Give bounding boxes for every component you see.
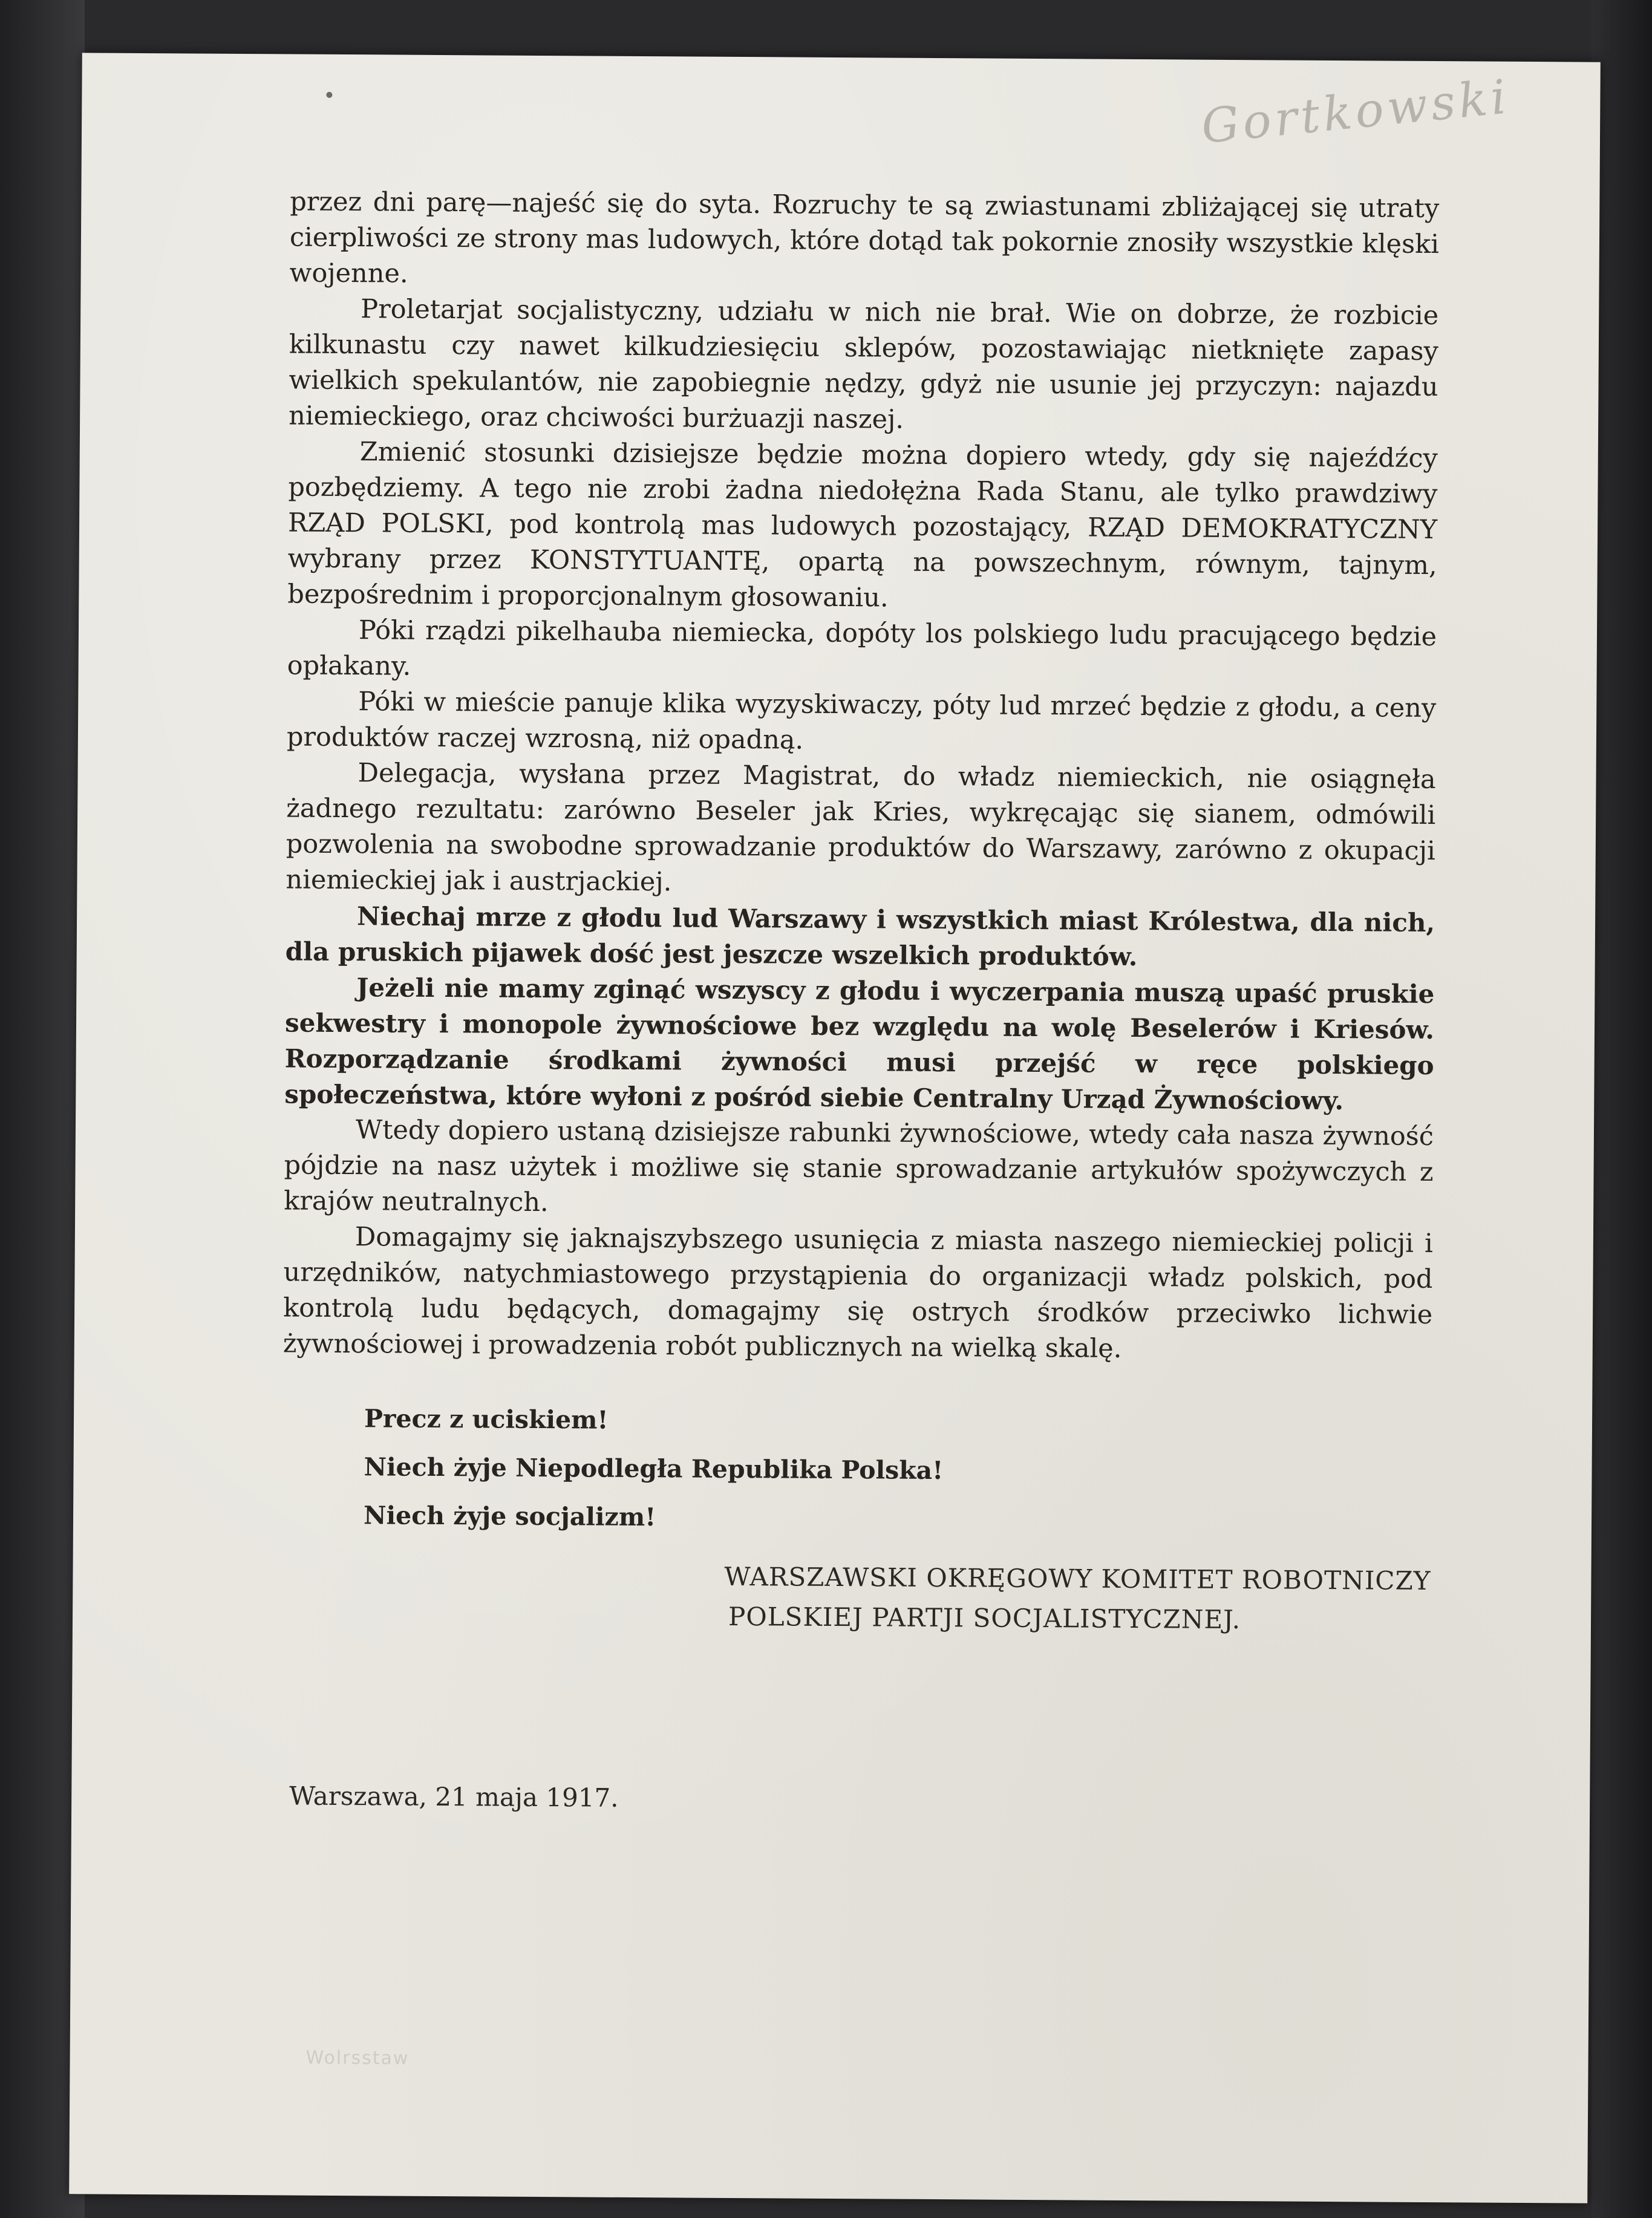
closing-paragraph: Domagajmy się jaknajszybszego usunięcia z miasta naszego niemieckiej policji i urzędników, natychmiastowego przystąpienia do organizacji władz polskich, pod kontrolą ludu będących, domagajmy się ostrych środków przeciwko lichwie żywnościowej i prowadzenia robót publicznych na wielką skalę.: [282, 1222, 1434, 1364]
signature-line: POLSKIEJ PARTJI SOCJALISTYCZNEJ.: [728, 1601, 1241, 1635]
leaflet-sheet: [69, 53, 1601, 2203]
signature-line: WARSZAWSKI OKRĘGOWY KOMITET ROBOTNICZY: [724, 1561, 1431, 1596]
ink-dot: [326, 92, 332, 98]
body-paragraph: Zmienić stosunki dzisiejsze będzie można dopiero wtedy, gdy się najeźdźcy pozbędziemy. A tego nie zrobi żadna niedołężna Rada Stanu, ale tylko prawdziwy RZĄD POLSKI, pod kontrolą mas ludowych pozostający, RZĄD DEMOKRATYCZNY wybrany przez KONSTYTUANTĘ, opartą na powszechnym, równym, tajnym, bezpośrednim i proporcjonalnym głosowaniu.: [287, 437, 1438, 613]
bold-paragraph: Niechaj mrze z głodu lud Warszawy i wszystkich miast Królestwa, dla nich, dla pruskich pijawek dość jest jeszcze wszelkich produktów.: [285, 901, 1435, 972]
slogan: Precz z uciskiem!: [364, 1404, 609, 1435]
slogans: [364, 1394, 944, 1543]
backdrop-right: [1592, 0, 1652, 2218]
body-paragraph: Póki w mieście panuje klika wyzyskiwaczy, póty lud mrzeć będzie z głodu, a ceny produktów raczej wzrosną, niż opadną.: [286, 687, 1437, 755]
slogan: Niech żyje Niepodległa Republika Polska!: [364, 1452, 944, 1486]
body-paragraph: Proletarjat socjalistyczny, udziału w nich nie brał. Wie on dobrze, że rozbicie kilkunastu czy nawet kilkudziesięciu sklepów, pozostawiając nietknięte zapasy wielkich spekulantów, nie zapobiegnie nędzy, gdyż nie usunie jej przyczyn: najazdu niemieckiego, oraz chciwości burżuazji naszej.: [289, 294, 1439, 435]
body-paragraph: Delegacja, wysłana przez Magistrat, do władz niemieckich, nie osiągnęła żadnego rezultatu: zarówno Beseler jak Kries, wykręcając się sianem, odmówili pozwolenia na swobodne sprowadzanie produktów do Warszawy, zarówno z okupacji niemieckiej jak i austrjackiej.: [286, 758, 1436, 898]
body-paragraph: przez dni parę—najeść się do syta. Rozruchy te są zwiastunami zbliżającej się utraty cierpliwości ze strony mas ludowych, które dotąd tak pokornie znosiły wszystkie klęski wojenne.: [289, 186, 1440, 289]
faint-stamp: Wolrsstaw: [305, 2047, 410, 2069]
pencil-annotation: Gortkowski: [1199, 70, 1512, 155]
signature-block: [538, 1556, 1431, 1641]
slogan: Niech żyje socjalizm!: [363, 1501, 656, 1532]
body-paragraph: Póki rządzi pikelhauba niemiecka, dopóty los polskiego ludu pracującego będzie opłakany.: [287, 615, 1437, 682]
closing-paragraph: Wtedy dopiero ustaną dzisiejsze rabunki żywnościowe, wtedy cała nasza żywność pójdzie na nasz użytek i możliwe się stanie sprowadzanie artykułów spożywczych z krajów neutralnych.: [284, 1115, 1434, 1218]
leaflet-body: [283, 184, 1440, 1369]
bold-paragraph: Jeżeli nie mamy zginąć wszyscy z głodu i wyczerpania muszą upaść pruskie sekwestry i monopole żywnościowe bez względu na wolę Beselerów i Kriesów. Rozporządzanie środkami żywności musi przejść w ręce polskiego społeczeństwa, które wyłoni z pośród siebie Centralny Urząd Żywnościowy.: [284, 973, 1435, 1116]
dateline: Warszawa, 21 maja 1917.: [289, 1781, 619, 1813]
